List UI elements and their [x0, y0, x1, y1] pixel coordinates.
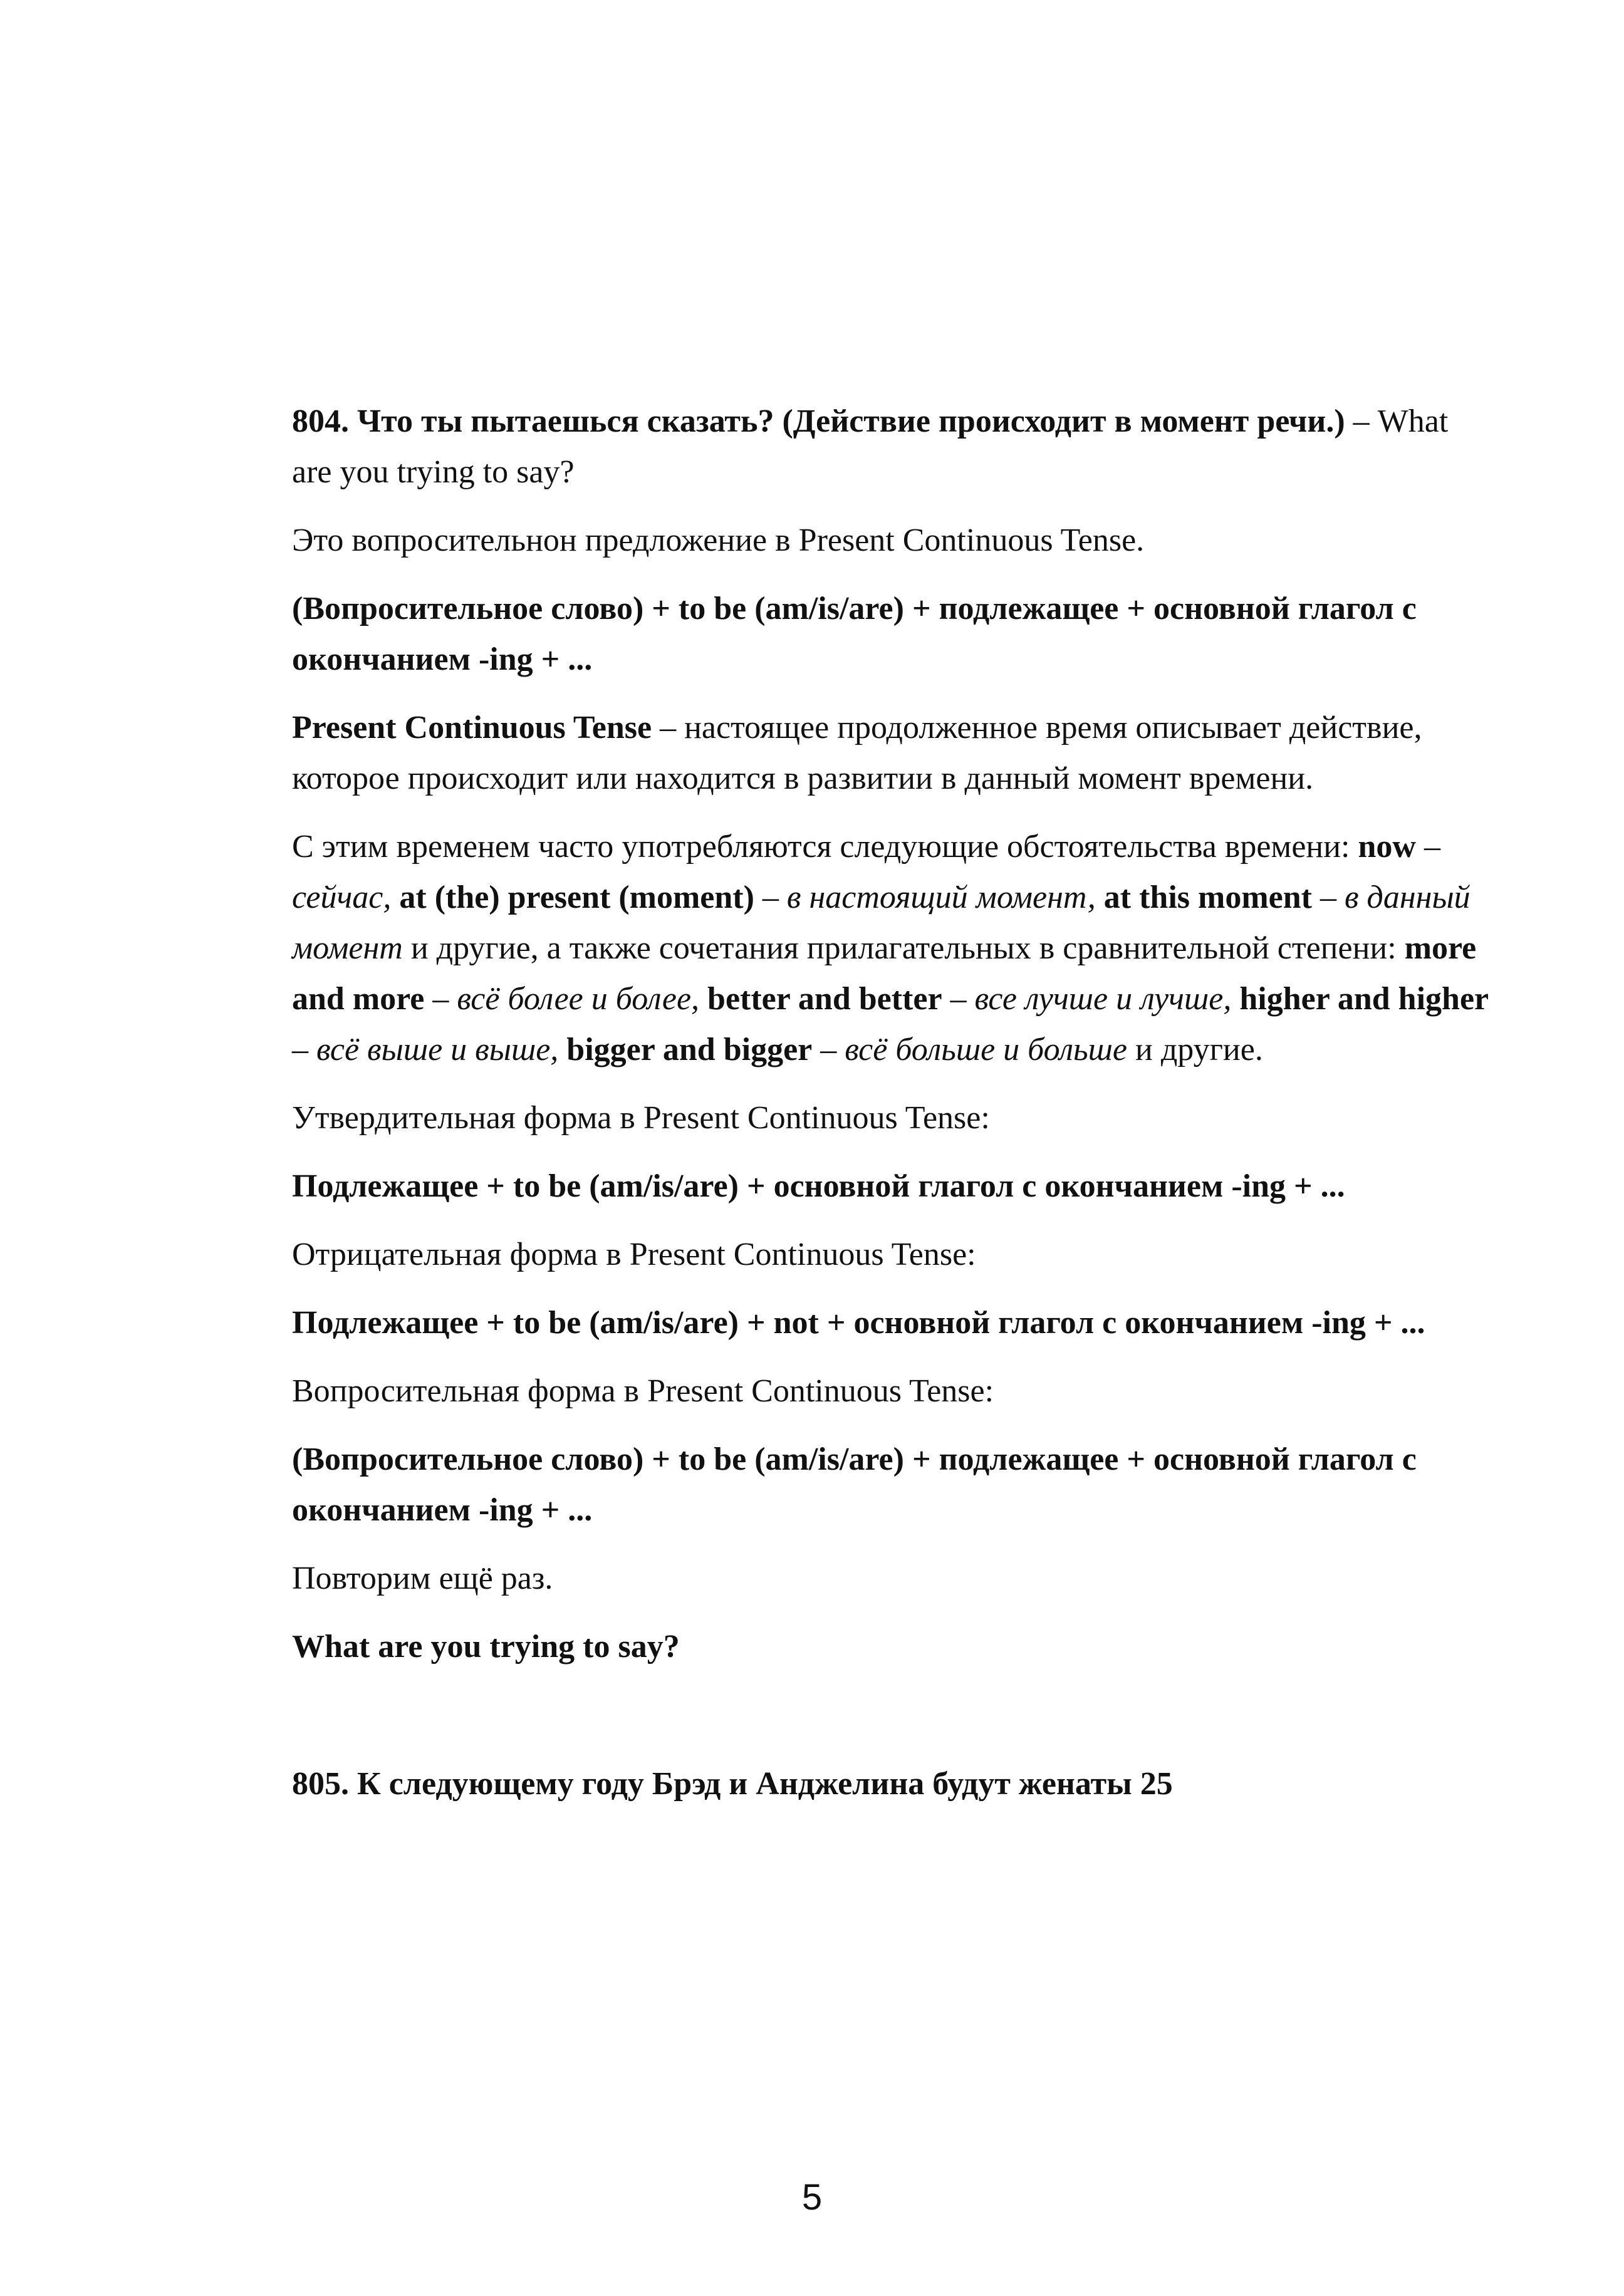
- adverb-now-translation: сейчас,: [292, 880, 392, 915]
- adverb-now: now: [1358, 829, 1416, 865]
- phrase-better-and-better-translation: все лучше и лучше,: [974, 981, 1232, 1017]
- adverb-at-present: at (the) present (moment): [391, 880, 754, 915]
- dash: –: [424, 981, 457, 1017]
- dash: –: [754, 880, 787, 915]
- dash: –: [1311, 880, 1345, 915]
- adverb-at-this-moment-translation: в данный момент: [292, 880, 1470, 966]
- affirmative-formula: Подлежащее + to be (am/is/are) + основной глагол с окончанием -ing + ...: [292, 1168, 1345, 1204]
- negative-label: Отрицательная форма в Present Continuous Tense:: [292, 1237, 976, 1272]
- phrase-bigger-and-bigger-translation: всё больше и больше: [845, 1032, 1127, 1067]
- phrase-better-and-better: better and better: [699, 981, 942, 1017]
- adverbs-text-3: и другие.: [1127, 1032, 1263, 1067]
- exercise-805-title: 805. К следующему году Брэд и Анджелина будут женаты 25: [292, 1766, 1173, 1802]
- exercise-804-english: What are you trying to say?: [292, 403, 1449, 490]
- dash: –: [942, 981, 975, 1017]
- page-content: [292, 396, 1495, 1827]
- repeat-sentence: What are you trying to say?: [292, 1629, 680, 1665]
- dash: –: [812, 1032, 845, 1067]
- exercise-804-title: 804. Что ты пытаешься сказать? (Действие происходит в момент речи.): [292, 403, 1345, 439]
- exercise-804-heading: [292, 396, 1495, 497]
- dash: –: [1345, 403, 1378, 439]
- dash: –: [1416, 829, 1440, 865]
- affirmative-label: Утвердительная форма в Present Continuous Tense:: [292, 1100, 990, 1136]
- question-formula: (Вопросительное слово) + to be (am/is/are) + подлежащее + основной глагол с окончанием -ing + ...: [292, 1441, 1417, 1528]
- definition-term: Present Continuous Tense: [292, 710, 652, 745]
- definition-paragraph: [292, 702, 1495, 804]
- repeat-label: Повторим ещё раз.: [292, 1561, 553, 1596]
- phrase-higher-and-higher: higher and higher: [1231, 981, 1489, 1017]
- section-gap: [292, 1690, 1495, 1758]
- dash: –: [292, 1032, 316, 1067]
- adverbs-text-2: и другие, а также сочетания прилагательных в сравнительной степени:: [402, 930, 1405, 966]
- adverb-at-present-translation: в настоящий момент,: [786, 880, 1096, 915]
- phrase-more-and-more-translation: всё более и более,: [457, 981, 700, 1017]
- intro-text: Это вопросительнон предложение в Present Continuous Tense.: [292, 522, 1145, 558]
- adverbs-text-1: С этим временем часто употребляются следующие обстоятельства времени:: [292, 829, 1358, 865]
- phrase-higher-and-higher-translation: всё выше и выше,: [316, 1032, 559, 1067]
- question-formula-intro: (Вопросительное слово) + to be (am/is/are) + подлежащее + основной глагол с окончанием -ing + ...: [292, 591, 1417, 677]
- phrase-bigger-and-bigger: bigger and bigger: [558, 1032, 813, 1067]
- adverbs-paragraph: [292, 821, 1495, 1075]
- negative-formula: Подлежащее + to be (am/is/are) + not + основной глагол с окончанием -ing + ...: [292, 1305, 1425, 1341]
- question-label: Вопросительная форма в Present Continuous Tense:: [292, 1373, 994, 1409]
- adverb-at-this-moment: at this moment: [1095, 880, 1312, 915]
- definition-text: – настоящее продолженное время описывает действие, которое происходит или находится в развитии в данный момент времени.: [292, 710, 1422, 796]
- page-number: 5: [801, 2177, 823, 2218]
- phrase-more-and-more: more and more: [292, 930, 1477, 1017]
